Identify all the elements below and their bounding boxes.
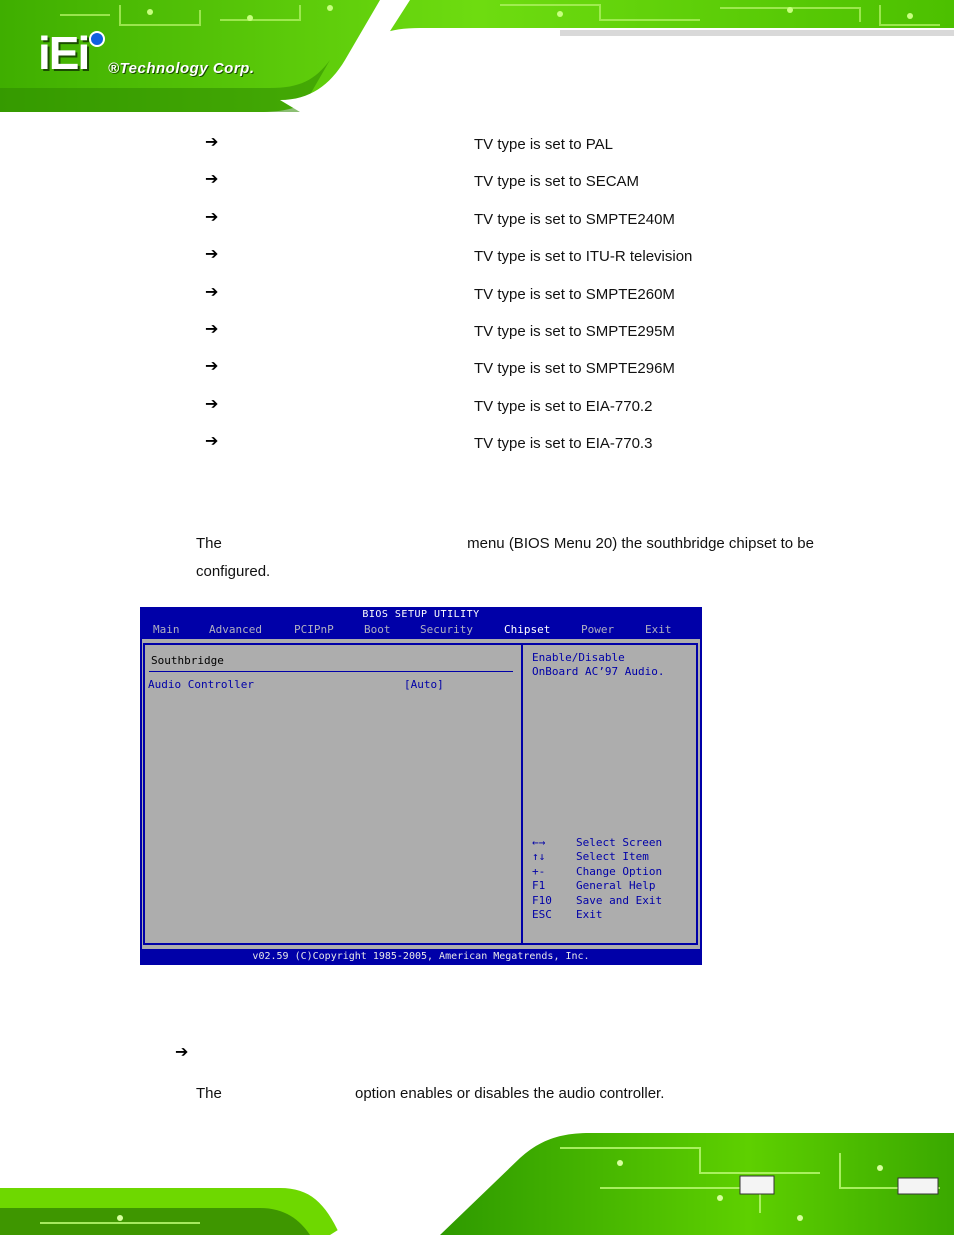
tv-type-description: TV type is set to ITU-R television xyxy=(474,248,693,265)
bios-menu-main[interactable]: Main xyxy=(153,623,180,636)
bios-title: BIOS SETUP UTILITY xyxy=(140,607,702,622)
tv-type-description: TV type is set to SMPTE296M xyxy=(474,360,675,377)
bios-menu-power[interactable]: Power xyxy=(581,623,615,636)
bios-help-line1: Enable/Disable xyxy=(532,651,625,664)
bios-section-title: Southbridge xyxy=(151,654,224,667)
bios-menu-pcipnp[interactable]: PCIPnP xyxy=(294,623,334,636)
tv-type-arrow-icon: ➔ xyxy=(205,319,219,338)
intro-the: The xyxy=(196,535,222,552)
logo-text: ®Technology Corp. xyxy=(108,60,255,77)
intro-line2: configured. xyxy=(196,563,271,580)
tv-type-arrow-icon: ➔ xyxy=(205,132,219,151)
bios-help-line2: OnBoard AC’97 Audio. xyxy=(532,665,665,678)
logo-mark: iEi xyxy=(38,27,89,79)
bios-screenshot xyxy=(140,607,702,965)
tv-type-arrow-icon: ➔ xyxy=(205,282,219,301)
tv-type-description: TV type is set to EIA-770.3 xyxy=(474,435,653,452)
tv-type-description: TV type is set to EIA-770.2 xyxy=(474,398,653,415)
intro-line1: menu (BIOS Menu 20) the southbridge chipset to be xyxy=(467,535,814,552)
option-arrow-icon: ➔ xyxy=(175,1042,189,1061)
option-the: The xyxy=(196,1085,222,1102)
tv-type-description: TV type is set to SMPTE260M xyxy=(474,286,675,303)
bios-key-name: ←→ xyxy=(532,836,546,849)
tv-type-description: TV type is set to PAL xyxy=(474,136,613,153)
tv-type-arrow-icon: ➔ xyxy=(205,431,219,450)
tv-type-arrow-icon: ➔ xyxy=(205,207,219,226)
tv-type-description: TV type is set to SMPTE295M xyxy=(474,323,675,340)
bios-menu-boot[interactable]: Boot xyxy=(364,623,391,636)
pcb-footer-background xyxy=(0,1128,954,1235)
bios-key-action: Select Item xyxy=(576,850,649,864)
pcb-background xyxy=(0,0,954,112)
bios-status-bar: v02.59 (C)Copyright 1985-2005, American Megatrends, Inc. xyxy=(140,949,702,965)
tv-type-description: TV type is set to SMPTE240M xyxy=(474,211,675,228)
bios-key-action: Save and Exit xyxy=(576,893,663,907)
bios-menu-exit[interactable]: Exit xyxy=(645,623,672,636)
tv-type-arrow-icon: ➔ xyxy=(205,244,219,263)
bios-item-audio-controller[interactable]: Audio Controller xyxy=(148,678,254,691)
bios-key-action: General Help xyxy=(576,879,656,893)
bios-key-name: ESC xyxy=(532,908,552,921)
bios-key-action: Change Option xyxy=(576,864,663,878)
tv-type-description: TV type is set to SECAM xyxy=(474,173,640,190)
bios-key-name: F10 xyxy=(532,893,552,907)
bios-key-name: +- xyxy=(532,864,546,878)
option-description: option enables or disables the audio controller. xyxy=(355,1085,665,1102)
logo-dot-icon xyxy=(89,31,105,47)
footer-banner xyxy=(0,1128,954,1235)
tv-type-arrow-icon: ➔ xyxy=(205,394,219,413)
bios-panel xyxy=(142,639,700,949)
bios-section-divider xyxy=(149,671,513,672)
bios-menu-security[interactable]: Security xyxy=(420,623,473,636)
bios-menu-advanced[interactable]: Advanced xyxy=(209,623,262,636)
tv-type-arrow-icon: ➔ xyxy=(205,356,219,375)
header-banner xyxy=(0,0,954,112)
bios-key-name: F1 xyxy=(532,879,546,893)
bios-key-action: Exit xyxy=(576,908,603,921)
bios-key-action: Select Screen xyxy=(576,836,663,849)
bios-item-audio-value[interactable]: [Auto] xyxy=(404,678,444,691)
tv-type-arrow-icon: ➔ xyxy=(205,169,219,188)
bios-menu-chipset[interactable]: Chipset xyxy=(504,623,551,636)
bios-menu-bar xyxy=(140,622,702,637)
bios-key-name: ↑↓ xyxy=(532,850,546,864)
